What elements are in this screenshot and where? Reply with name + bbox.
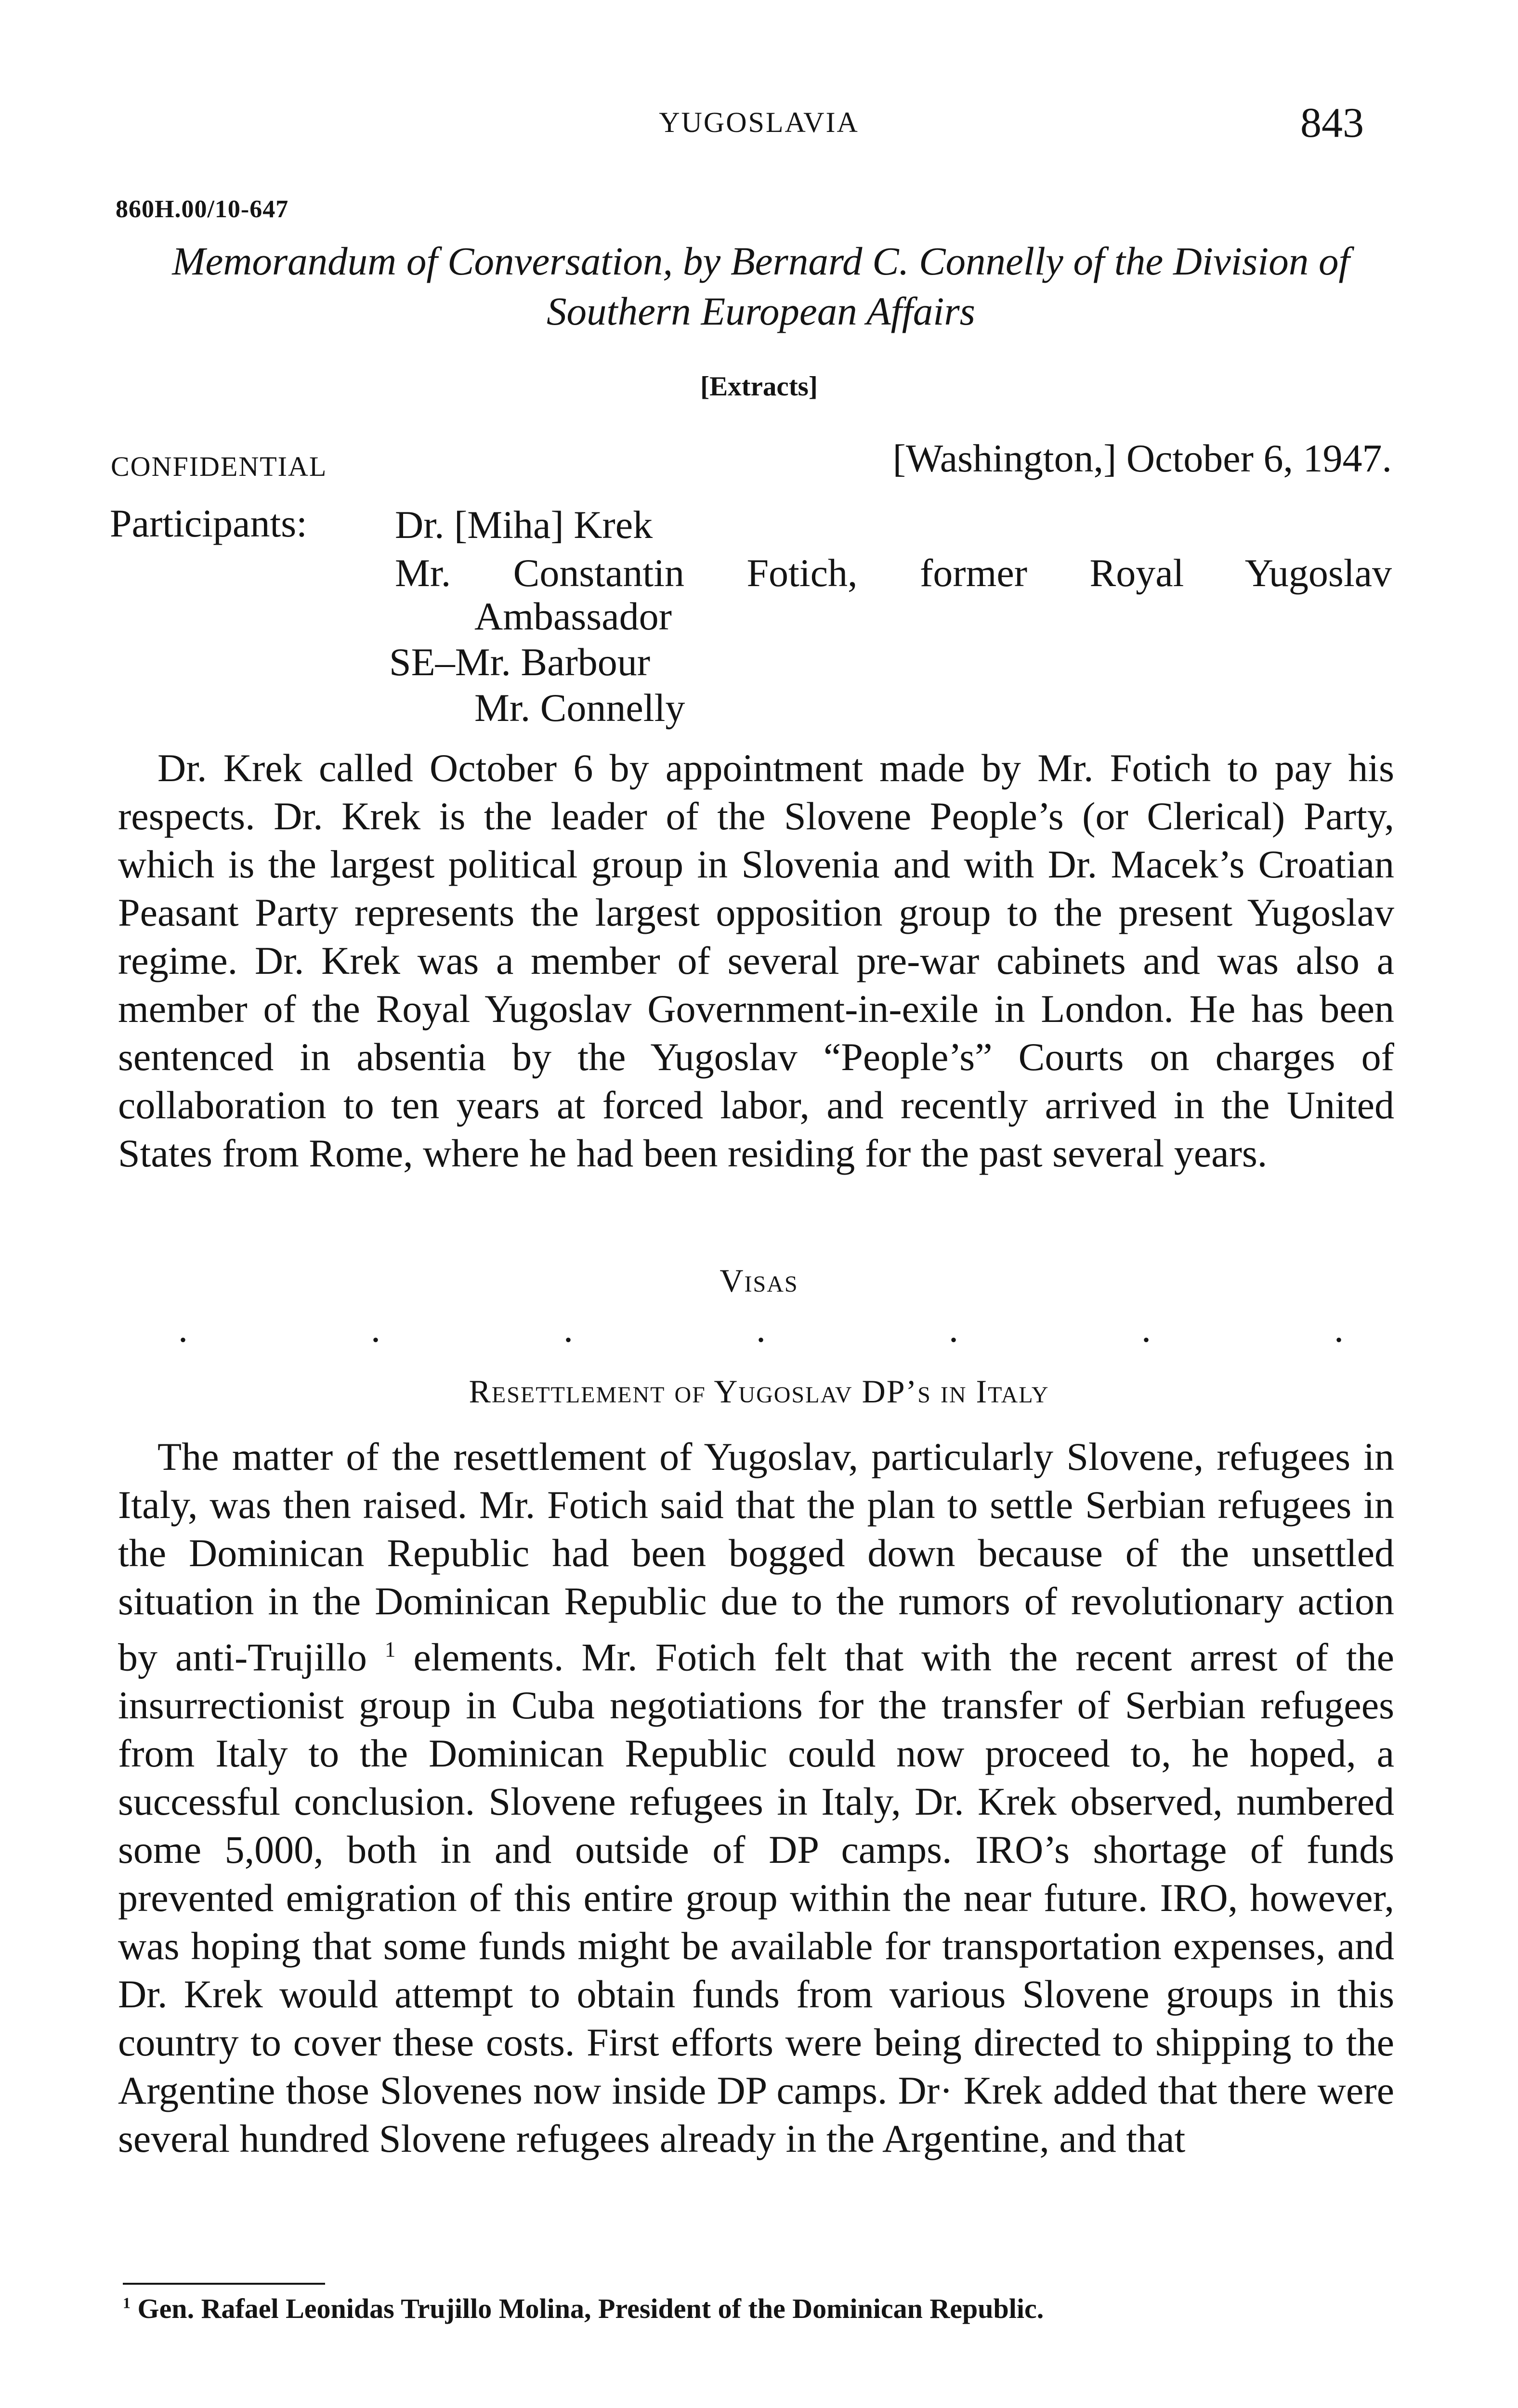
participant-connelly: Mr. Connelly — [474, 686, 685, 730]
extracts-label: [Extracts] — [700, 371, 818, 402]
omission-dots — [178, 1310, 1344, 1348]
paragraph-text-part: elements. Mr. Fotich felt that with the recent arrest of the insurrectionist group in Cuba negotiations for the transfer of Serbian refugees from Italy to the Dominican Republic could now proceed to, he hoped, a successful conclusion. Slovene refugees in Italy, Dr. Krek observed, numbered some 5,000, both in and outside of DP camps. IRO’s shortage of funds prevented emigration of this entire group within the near future. IRO, however, was hoping that some funds might be available for transportation expenses, and Dr. Krek would attempt to obtain funds from various Slovene groups in this country to cover these costs. First efforts were being directed to shipping to the Argentine those Slovenes now inside DP camps. Dr· Krek added that there were several hundred Slovene refugees already in the Argentine, and that — [118, 1635, 1394, 2161]
omission-dot: . — [371, 1308, 380, 1350]
participant-barbour: SE–Mr. Barbour — [389, 640, 651, 684]
participant-krek: Dr. [Miha] Krek — [395, 503, 653, 547]
body-paragraph-2 — [118, 1433, 1394, 2163]
footnote-marker: 1 — [123, 2294, 131, 2312]
paragraph-text-part: The matter of the resettlement of Yugoslav, particularly Slovene, refugees in Italy, was then raised. Mr. Fotich said that the plan to settle Serbian refugees in the Dominican Republic had been bogged down because of the unsettled situation in the Dominican Republic due to the rumors of revolutionary action by anti-Trujillo — [118, 1435, 1394, 1679]
footnote-reference: 1 — [384, 1637, 396, 1662]
body-paragraph-1 — [118, 744, 1394, 1178]
omission-dot: . — [1334, 1308, 1344, 1350]
file-number: 860H.00/10-647 — [116, 196, 289, 223]
dateline: [Washington,] October 6, 1947. — [892, 436, 1392, 480]
participant-fotich-title: Ambassador — [474, 594, 672, 638]
section-heading-resettlement: Resettlement of Yugoslav DP’s in Italy — [469, 1373, 1049, 1410]
omission-dot: . — [178, 1308, 188, 1350]
omission-dot: . — [756, 1308, 766, 1350]
memo-title: Memorandum of Conversation, by Bernard C. Connelly of the Division of Southern European Affairs — [172, 239, 1350, 333]
omission-dot: . — [949, 1308, 958, 1350]
running-head: YUGOSLAVIA — [659, 106, 859, 138]
classification-label: CONFIDENTIAL — [111, 451, 327, 482]
paragraph-text — [118, 1433, 1394, 2163]
omission-dot: . — [1141, 1308, 1151, 1350]
participant-fotich: Mr. Constantin Fotich, former Royal Yugoslav — [395, 551, 1392, 595]
paragraph-text: Dr. Krek called October 6 by appointment made by Mr. Fotich to pay his respects. Dr. Krek is the leader of the Slovene People’s (or Clerical) Party, which is the largest political group in Slovenia and with Dr. Macek’s Croatian Peasant Party represents the largest opposition group to the present Yugoslav regime. Dr. Krek was a member of several pre-war cabinets and was also a member of the Royal Yugoslav Government-in-exile in London. He has been sentenced in absentia by the Yugoslav “People’s” Courts on charges of collaboration to ten years at forced labor, and recently arrived in the United States from Rome, where he had been residing for the past several years. — [118, 746, 1394, 1175]
footnote-text: Gen. Rafael Leonidas Trujillo Molina, President of the Dominican Republic. — [137, 2293, 1044, 2324]
participants-label: Participants: — [110, 501, 307, 545]
page-number: 843 — [1300, 100, 1364, 146]
footnote — [123, 2292, 1394, 2325]
footnote-divider — [123, 2283, 325, 2285]
omission-dot: . — [563, 1308, 573, 1350]
section-heading-visas: Visas — [720, 1262, 798, 1299]
